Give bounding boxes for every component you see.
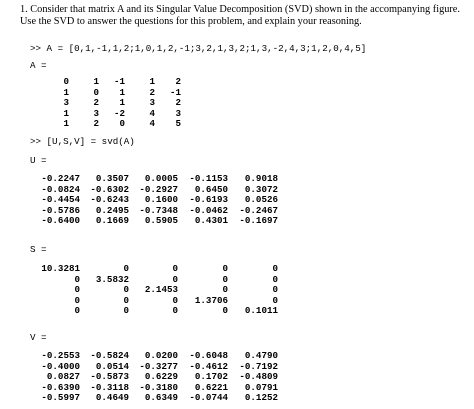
matrix-cell: -0.5786 [41, 204, 80, 216]
matrix-cell: -0.4809 [239, 371, 278, 382]
matrix-cell: 0 [172, 263, 178, 274]
matrix-cell: -0.0462 [189, 204, 228, 216]
matrix-cell: -0.5873 [90, 371, 129, 382]
matrix-cell: -0.5824 [90, 350, 129, 361]
matrix-cell: 0.1600 [144, 194, 178, 205]
matrix-cell: 3.5832 [95, 273, 129, 285]
label-s: S = [30, 244, 47, 255]
matrix-cell: 1.3706 [194, 294, 228, 306]
matrix-cell: 0.0526 [244, 194, 278, 205]
matrix-cell: 0.5905 [144, 215, 178, 226]
matrix-cell: 0 [272, 273, 278, 285]
matrix-cell: 0.0200 [144, 350, 178, 361]
matrix-cell: -1 [169, 86, 181, 98]
matrix-cell: 2 [175, 76, 181, 87]
matrix-cell: 0.1702 [194, 371, 228, 382]
matrix-cell: 1 [149, 76, 155, 87]
define-a-command: >> A = [0,1,-1,1,2;1,0,1,2,-1;3,2,1,3,2;1,3,-2,4,3;1,2,0,4,5] [30, 43, 367, 54]
matrix-cell: 0 [272, 294, 278, 306]
matrix-cell: 0 [222, 263, 228, 274]
matrix-cell: 0.6221 [194, 381, 228, 393]
matrix-cell: 0.4301 [194, 215, 228, 226]
matrix-cell: 0 [74, 294, 80, 306]
matrix-cell: 0 [172, 294, 178, 306]
matrix-cell: -1 [113, 76, 125, 87]
matrix-cell: 0 [222, 284, 228, 295]
matrix-cell: 1 [63, 118, 69, 129]
matrix-cell: -0.6302 [90, 183, 129, 195]
matrix-cell: 2 [175, 97, 181, 108]
matrix-cell: 10.3281 [41, 263, 80, 274]
matrix-cell: 0 [123, 294, 129, 306]
matrix-cell: -0.3277 [139, 360, 178, 372]
matrix-cell: 0 [272, 263, 278, 274]
matrix-cell: 0 [63, 76, 69, 87]
label-u: U = [30, 155, 47, 166]
matrix-cell: -2 [113, 107, 125, 119]
matrix-cell: 0 [123, 284, 129, 295]
matrix-cell: 0.3072 [244, 183, 278, 195]
matrix-cell: 1 [63, 86, 69, 98]
matrix-cell: -0.6193 [189, 194, 228, 205]
matrix-cell: 0.4649 [95, 392, 129, 403]
matrix-cell: 0.9018 [244, 173, 278, 184]
matrix-cell: 4 [149, 107, 155, 119]
matrix-cell: 0.6229 [144, 371, 178, 382]
matrix-cell: 0.0005 [144, 173, 178, 184]
matrix-cell: -0.0824 [41, 183, 80, 195]
matrix-cell: 4 [149, 118, 155, 129]
matrix-cell: 0.0514 [95, 360, 129, 372]
matrix-cell: 0.1011 [244, 305, 278, 316]
matrix-cell: -0.5997 [41, 392, 80, 403]
matrix-cell: 2.1453 [144, 284, 178, 295]
matrix-cell: -0.2467 [239, 204, 278, 216]
matrix-cell: -0.1697 [239, 215, 278, 226]
matrix-cell: 0 [222, 305, 228, 316]
matrix-cell: 5 [175, 118, 181, 129]
matrix-cell: 0.2495 [95, 204, 129, 216]
matrix-cell: 0.3507 [95, 173, 129, 184]
matrix-cell: -0.7348 [139, 204, 178, 216]
matrix-cell: 0 [172, 305, 178, 316]
matrix-cell: 2 [93, 97, 99, 108]
matrix-cell: -0.6400 [41, 215, 80, 226]
matrix-cell: 3 [93, 107, 99, 119]
matrix-cell: 0 [172, 273, 178, 285]
matrix-cell: 0 [123, 305, 129, 316]
matrix-cell: 0.0791 [244, 381, 278, 393]
svd-command: >> [U,S,V] = svd(A) [30, 136, 135, 147]
matrix-cell: 0 [93, 86, 99, 98]
matrix-cell: 3 [149, 97, 155, 108]
matrix-cell: 0.0827 [46, 371, 80, 382]
matrix-cell: 0 [272, 284, 278, 295]
matrix-cell: -0.6048 [189, 350, 228, 361]
matrix-cell: -0.6243 [90, 194, 129, 205]
matrix-cell: -0.0744 [189, 392, 228, 403]
matrix-cell: 1 [63, 107, 69, 119]
matrix-cell: 0.1252 [244, 392, 278, 403]
matrix-cell: 0 [119, 118, 125, 129]
matrix-cell: -0.2247 [41, 173, 80, 184]
matrix-cell: 1 [119, 86, 125, 98]
matrix-cell: -0.1153 [189, 173, 228, 184]
matrix-cell: 3 [63, 97, 69, 108]
matrix-cell: -0.2927 [139, 183, 178, 195]
matrix-cell: -0.6390 [41, 381, 80, 393]
matrix-cell: 0 [123, 263, 129, 274]
matrix-cell: 1 [93, 76, 99, 87]
matrix-cell: -0.4454 [41, 194, 80, 205]
matrix-cell: 2 [149, 86, 155, 98]
matrix-cell: -0.2553 [41, 350, 80, 361]
question-text: 1. Consider that matrix A and its Singular Value Decomposition (SVD) shown in the accompanying figure. Use the SVD to answer the questions for this problem, and explain your reasoning. [20, 4, 460, 27]
matrix-cell: -0.3118 [90, 381, 129, 393]
matrix-cell: -0.3180 [139, 381, 178, 393]
matrix-cell: 0 [222, 273, 228, 285]
matrix-cell: 3 [175, 107, 181, 119]
matrix-cell: 2 [93, 118, 99, 129]
matrix-cell: -0.4000 [41, 360, 80, 372]
label-v: V = [30, 332, 47, 343]
matrix-cell: 0 [74, 284, 80, 295]
matrix-cell: -0.4612 [189, 360, 228, 372]
matrix-cell: 0 [74, 305, 80, 316]
matrix-cell: 0.6349 [144, 392, 178, 403]
matrix-cell: 0.1669 [95, 215, 129, 226]
matrix-cell: 0.6450 [194, 183, 228, 195]
label-a: A = [30, 60, 47, 71]
matrix-cell: -0.7192 [239, 360, 278, 372]
matrix-cell: 0.4790 [244, 350, 278, 361]
matrix-cell: 0 [74, 273, 80, 285]
matrix-cell: 1 [119, 97, 125, 108]
